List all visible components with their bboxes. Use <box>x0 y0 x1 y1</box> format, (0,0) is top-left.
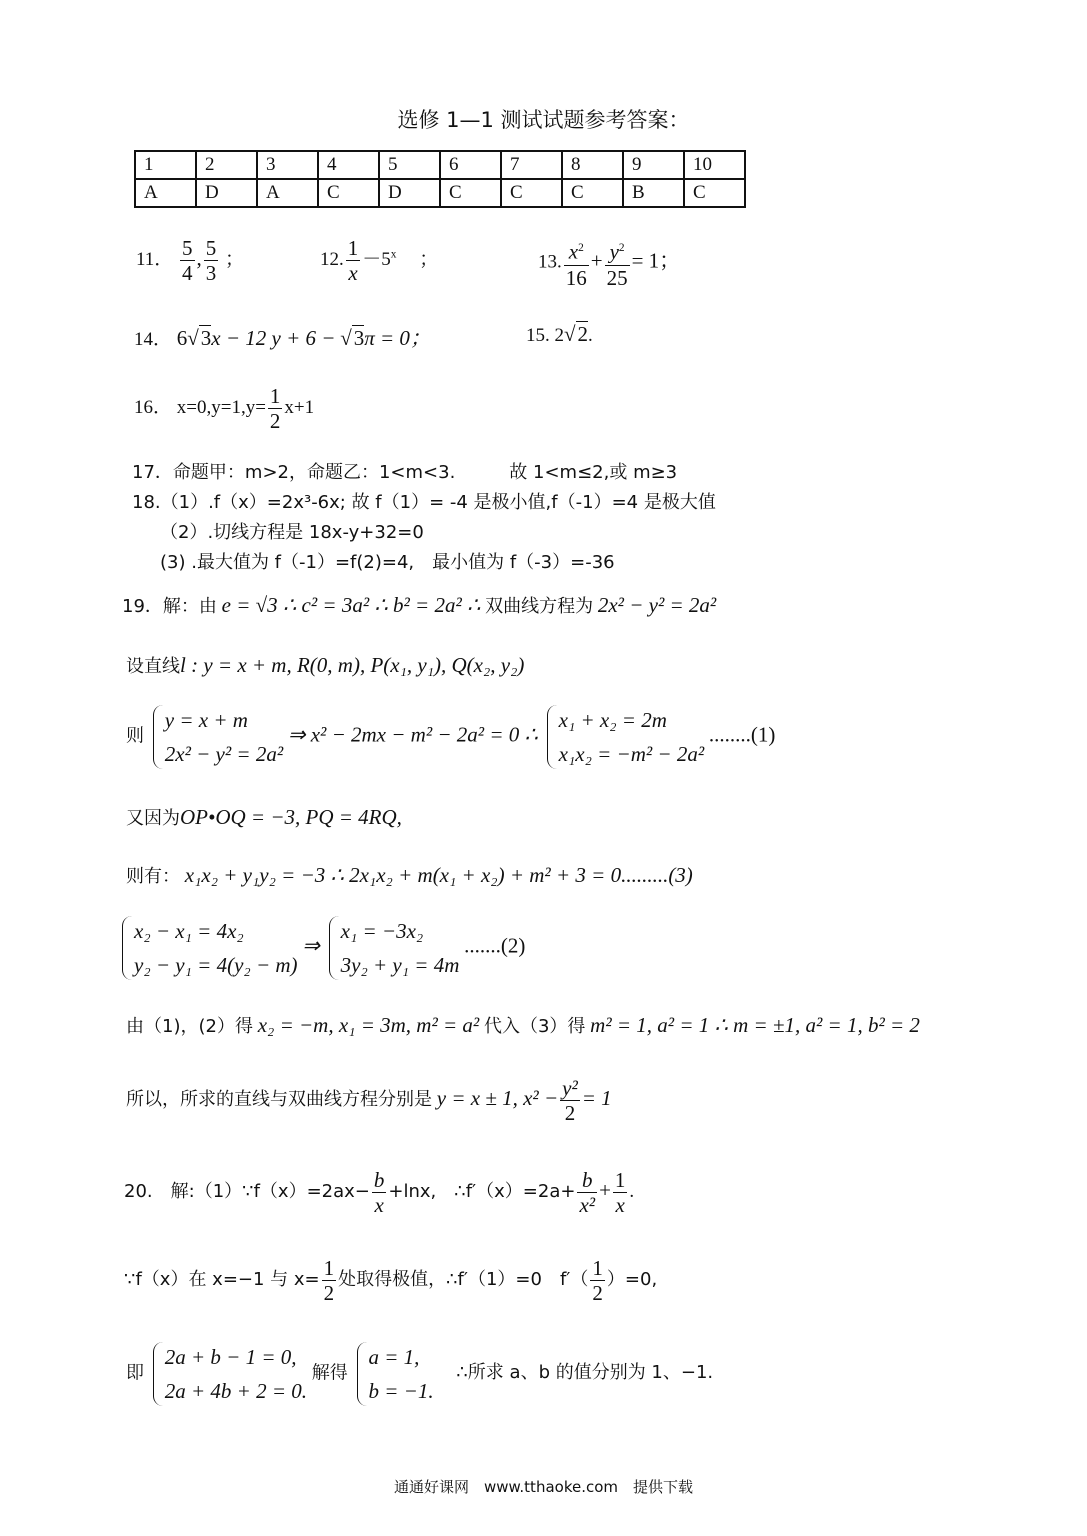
table-row-numbers <box>135 151 745 179</box>
table-cell: C <box>562 179 623 207</box>
answer-20-line-1: 20. 解:（1）∵f（x）=2ax− $\frac{b}{x}$ +lnx, ∴f′（x）=2a+ $\frac{b}{\text{x²}}$ + $\frac{1}{x}$ . <box>124 1168 635 1217</box>
table-cell: 5 <box>379 151 440 179</box>
table-cell: B <box>623 179 684 207</box>
answer-19-line-1: 19．解：由 e = √3 ∴ c² = 3a² ∴ b² = 2a² ∴ 双曲线方程为 2x² − y² = 2a² <box>122 593 717 617</box>
table-cell: C <box>440 179 501 207</box>
answer-17: 17．命题甲：m>2，命题乙：1<m<3. 故 1<m≤2,或 m≥3 <box>132 462 678 483</box>
table-cell: C <box>501 179 562 207</box>
answer-13: 13. $\frac{x^2}{16}$ + $\frac{y^2}{25}$ = 1； <box>538 236 680 290</box>
answer-19-line-6: x₂ − x₁ = 4x₂ y₂ − y₁ = 4(y₂ − m) ⇒ x₁ = −3x₂ 3y₂ + y₁ = 4m .......(2) <box>118 914 525 982</box>
answer-18-line-1: 18.（1）.f（x）=2x³-6x; 故 f（1）= -4 是极小值,f（-1）=4 是极大值 <box>132 492 716 513</box>
answer-19-line-2: 设直线l : y = x + m, R(0, m), P(x₁, y₁), Q(x₂, y₂) <box>126 653 525 677</box>
answer-20-line-2: ∵f（x）在 x=−1 与 x= $\frac{1}{2}$ 处取得极值，∴f′（1）=0 f′（ $\frac{1}{2}$ ）=0, <box>124 1256 658 1305</box>
table-cell: 4 <box>318 151 379 179</box>
table-cell: C <box>684 179 745 207</box>
table-cell: 1 <box>135 151 196 179</box>
page-title: 选修 1—1 测试试题参考答案： <box>397 108 690 132</box>
table-cell: 7 <box>501 151 562 179</box>
answer-11: 11． $\frac{5}{4}$ , $\frac{5}{3}$ ； <box>136 236 245 285</box>
table-cell: 6 <box>440 151 501 179</box>
answer-19-line-4: 又因为OP•OQ = −3, PQ = 4RQ, <box>126 805 402 829</box>
table-cell: 10 <box>684 151 745 179</box>
table-cell: A <box>257 179 318 207</box>
table-cell: D <box>379 179 440 207</box>
answer-19-line-5: 则有： x₁x₂ + y₁y₂ = −3 ∴ 2x₁x₂ + m(x₁ + x₂) + m² + 3 = 0.........(3) <box>126 863 693 887</box>
table-cell: A <box>135 179 196 207</box>
answer-19-line-7: 由（1)，(2）得 x₂ = −m, x₁ = 3m, m² = a² 代入（3）得 m² = 1, a² = 1 ∴ m = ±1, a² = 1, b² = 2 <box>126 1013 920 1037</box>
footer: 通通好课网 www.tthaoke.com 提供下载 <box>393 1478 694 1496</box>
answer-18-line-2: （2）.切线方程是 18x-y+32=0 <box>160 522 424 543</box>
table-cell: 9 <box>623 151 684 179</box>
table-cell: 8 <box>562 151 623 179</box>
answer-19-line-3: 则 y = x + m 2x² − y² = 2a² ⇒ x² − 2mx − m² − 2a² = 0 ∴ x₁ + x₂ = 2m x₁x₂ = −m² − 2a² ........(1) <box>126 703 775 771</box>
answer-14: 14． 6√3x − 12 y + 6 − √3π = 0； <box>134 326 431 350</box>
table-cell: D <box>196 179 257 207</box>
table-cell: 2 <box>196 151 257 179</box>
answer-15: 15. 2√2. <box>526 322 593 346</box>
answer-12: 12. $\frac{1}{x}$ $-5^x$ ； <box>320 236 439 285</box>
answer-19-line-8: 所以，所求的直线与双曲线方程分别是 y = x ± 1, x² − $\frac{\text{y²}}{2}$ = 1 <box>126 1076 612 1125</box>
answer-table <box>134 150 746 208</box>
answer-18-line-3: (3) .最大值为 f（-1）=f(2)=4, 最小值为 f（-3）=-36 <box>160 552 615 573</box>
table-cell: C <box>318 179 379 207</box>
answer-16: 16． x=0,y=1,y= $\frac{1}{2}$ x+1 <box>134 384 315 433</box>
table-cell: 3 <box>257 151 318 179</box>
table-row-answers <box>135 179 745 207</box>
answer-20-line-3: 即 2a + b − 1 = 0, 2a + 4b + 2 = 0. 解得 a = 1, b = −1. ∴所求 a、b 的值分别为 1、−1. <box>126 1340 713 1408</box>
